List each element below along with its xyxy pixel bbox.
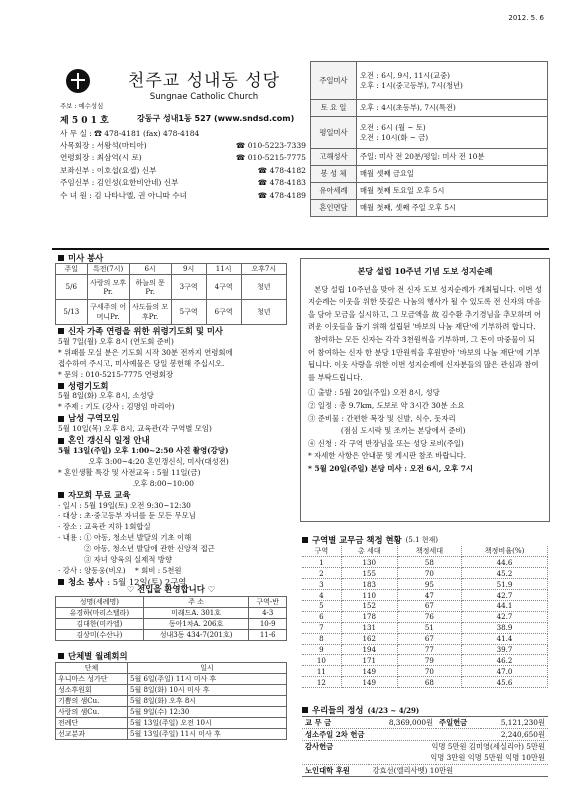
table-row: 성명(세례명) 주 소 구역-반 xyxy=(56,597,287,608)
table-row: 성소후원회 5월 8일(화) 10시 미사 후 xyxy=(56,685,287,696)
table-row: 12 149 68 45.6 xyxy=(302,677,548,688)
tithe-table xyxy=(302,546,548,688)
staff-row: 주임신부 : 김인성(요한비안네) 신부 ☎ 478-4183 xyxy=(60,178,306,188)
table-row: 기쁨의 샘Cu. 5월 8일(화) 오후 8시 xyxy=(56,696,287,707)
pilgrimage-para: 본당 설립 10주년을 맞아 전 신자 도보 성지순례가 개최됩니다. 이번 성지순례는 이웃을 위한 뜻깊은 나눔의 행사가 될 수 있도록 전 신자의 마음을 담아 모금을 실시하고, 그 모금액을 故 김수환 추기경님을 추모하며 어려운 이웃들을 돕기 위해 설립된 '바보의 나눔 재단'에 기부하려 합니다. xyxy=(308,284,543,332)
offering-heading: 우리들의 정성 (4/23 ~ 4/29) xyxy=(302,704,419,716)
bullet-icon xyxy=(302,537,308,543)
groups-heading: 단체별 월례회의 xyxy=(58,650,128,662)
tithe-heading: 구역별 교무금 책정 현황 (5.1 현재) xyxy=(302,534,438,546)
pilgrimage-para: 참여하는 모든 신자는 각각 3천원씩을 기부하며, 그 돈이 마중물이 되어 참여하는 신자 한 분당 1만원씩을 후원받아 '바보의 나눔 재단'에 기부됩니다. 이웃 사랑을 위한 이번 성지순례에 신자분들의 많은 관심과 참여를 부탁드립니다. xyxy=(308,334,541,382)
staff-row: 연령회장 : 최삼억(시 로) ☎ 010-5215-7775 xyxy=(60,153,306,163)
staff-row: 수 녀 원 : 김 나타나엘, 권 아니따 수녀 ☎ 478-4189 xyxy=(60,190,306,200)
bullet-icon xyxy=(58,255,64,261)
info-row: 평일미사 오전 : 6시 (월 ~ 토) 오전 : 10시(화 ~ 금) xyxy=(311,117,548,149)
church-logo xyxy=(66,69,90,93)
table-row: 11 149 70 47.0 xyxy=(302,666,548,677)
notice-title: 자모회 무료 교육 xyxy=(58,490,294,501)
table-row: 7 131 51 38.9 xyxy=(302,622,548,633)
notice-title: 혼인 갱신식 일정 안내 xyxy=(58,435,294,446)
pilgrimage-box: 본당 설립 10주년 기념 도보 성지순례 본당 설립 10주년을 맞아 전 신자 도보 성지순례가 개최됩니다. 이번 성지순례는 이웃을 위한 뜻깊은 나눔의 행사가 될 수 있도록 전 신자의 마음을 담아 모금을 실시하고, 그 모금액을 故 김수환 추기경님을 추모하며 어려운 이웃들을 돕기 위해 설립된 '바보의 나눔 재단'에 기부하려 합니다. 참여하는 모든 신자는 각각 3천원씩을 기부하며, 그 돈이 마중물이 되어 참여하는 신자 한 분당 1만원씩을 후원받아 '바보의 나눔 재단'에 기부됩니다. 이웃 사랑을 위한 이번 성지순례에 신자분들의 많은 관심과 참여를 부탁드립니다. ① 출발 : 5월 20일(주일) 오전 8시, 성당 ② 일정 : 총 9.7km, 도보로 약 3시간 30분 소요 ③ 준비물 : 간편한 복장 및 신발, 식수, 돗자리 (점심 도시락 및 조끼는 본당에서 준비) ④ 신청 : 각 구역 반장님을 또는 성당 로비(주일) * 자세한 사항은 안내문 및 게시판 참조 바랍니다. * 5월 20일(주일) 본당 미사 : 오전 6시, 오후 7시 xyxy=(300,258,550,522)
bullet-icon xyxy=(58,492,64,498)
table-row: 6 178 76 42.7 xyxy=(302,611,548,622)
table-row: 노인대학 후원 강효선(엘리사벳) 10만원 xyxy=(302,765,548,777)
table-row: 5/13 구세주의 어머니Pr. 사도들의 모후Pr. 5구역 6구역 청년 xyxy=(56,300,287,325)
table-row: 단체 일시 xyxy=(56,663,287,674)
welcome-title: ♡ 전입을 환영합니다 ♡ xyxy=(126,584,216,594)
pilgrimage-title: 본당 설립 10주년 기념 도보 성지순례 xyxy=(357,266,493,276)
church-subtitle: Sungnae Catholic Church xyxy=(149,92,259,102)
bullet-icon xyxy=(58,438,64,444)
info-row: 봉 성 체 매월 셋째 금요일 xyxy=(311,166,548,183)
table-row: 우니마스 성가단 5월 6일(주일) 11시 미사 후 xyxy=(56,674,287,685)
issue-number: 제 5 0 1 호 xyxy=(60,116,109,126)
offering-table xyxy=(302,716,548,777)
table-row: 김대한(미카엘) 동아1차A. 206호 10-9 xyxy=(56,619,287,630)
table-row: 3 183 95 51.9 xyxy=(302,579,548,590)
info-row: 고해성사 주일: 미사 전 20분/평일: 미사 전 10분 xyxy=(311,149,548,166)
table-row: 2 155 70 45.2 xyxy=(302,568,548,579)
notices-block: 신자 가족 연령을 위한 위령기도회 및 미사 5월 7일(월) 오후 8시 (연도회 준비) * 위패를 모실 분은 기도회 시작 30분 전까지 연령회에 접수하여 주시고, 미사예물은 당일 봉헌해 주십시오. * 문의 : 010-5215-7775 연령회장 성령기도회 5월 8일(화) 오후 8시, 소성당 * 주제 : 기도 (강사 : 김명임 마리아) 남성 구역모임 5월 10일(목) 오후 8시, 교육관(각 구역별 모임) 혼인 갱신식 일정 안내 5월 13일(주일) 오후 1:00~2:50 사진 촬영(강당) 오후 3:00~4:20 혼인갱신식, 미사(대성전) * 혼인생활 특강 및 사전교육 : 5월 11일(금) 오후 8:00~10:00 자모회 무료 교육 · 일시 : 5월 19일(토) 오전 9:30~12:30 · 대상 : 초·중고등부 자녀를 둔 모든 무모님 · 장소 : 교육관 지하 1회합실 · 내용 : ① 아동, 청소년 발달의 기초 이해 ② 아동, 청소년 발달에 관한 신앙적 접근 ③ 자녀 양육의 실제적 방향 · 강사 : 양동웅(비오) * 회비 : 5천원 청소 봉사 : 5월 12일(토) 2구역 xyxy=(58,326,294,588)
mass-service-table xyxy=(55,263,287,325)
bullet-icon xyxy=(58,383,64,389)
table-row: 익명 3만원 익명 5만원 익명 10만원 xyxy=(302,753,548,765)
table-row: 성소주일 2차 헌금 2,240,650원 xyxy=(302,729,548,741)
bulletin-theme: 주보 : 예수성심 xyxy=(60,102,104,110)
table-row: 감사헌금 익명 5만원 김미영(세실리아) 5만원 xyxy=(305,741,545,751)
bullet-icon xyxy=(58,653,64,659)
staff-list xyxy=(60,127,306,201)
church-address: 강동구 성내1동 527 (www.sndsd.com) xyxy=(137,114,295,123)
staff-row: 사목회장 : 서왕석(마티아) ☎ 010-5223-7339 xyxy=(60,141,306,151)
notice-title: 성령기도회 xyxy=(58,381,294,392)
table-row: 유경하(마리스텔라) 미래드A. 301호 4-3 xyxy=(56,608,287,619)
bullet-icon xyxy=(302,707,308,713)
header-divider xyxy=(52,248,549,250)
notice-title: 남성 구역모임 xyxy=(58,413,294,424)
church-title: 천주교 성내동 성당 xyxy=(127,71,281,91)
info-row: 유아세례 매월 첫째 토요일 오후 5시 xyxy=(311,183,548,200)
bullet-icon xyxy=(58,328,64,334)
table-row: 선교분과 5월 13일(주일) 11시 미사 후 xyxy=(56,729,287,740)
mass-service-heading: 미사 봉사 xyxy=(58,252,103,264)
table-row: 사랑의 샘Cu. 5월 9일(수) 12:30 xyxy=(56,707,287,718)
notice-title: 신자 가족 연령을 위한 위령기도회 및 미사 xyxy=(58,326,294,337)
issue-date: 2012. 5. 6 xyxy=(508,14,544,22)
table-row: 전례단 5월 13일(주일) 오전 10시 xyxy=(56,718,287,729)
table-row: 4 110 47 42.7 xyxy=(302,590,548,601)
table-row: 9 194 77 39.7 xyxy=(302,644,548,655)
groups-table xyxy=(55,662,287,740)
table-row: 교 무 금 8,369,000원 주일헌금 5,121,230원 xyxy=(302,717,548,729)
table-row: 1 130 58 44.6 xyxy=(302,557,548,568)
table-row: 구역 총 세대 책정세대 책정비율(%) xyxy=(302,546,548,557)
info-row: 혼인면담 매월 첫째, 셋째 주일 오후 5시 xyxy=(311,200,548,217)
mass-schedule-table xyxy=(310,61,548,217)
table-row: 김상미(수산나) 성내3동 434-7(201호) 11-6 xyxy=(56,630,287,641)
info-row: 주일미사 오전 : 6시, 9시, 11시(교중) 오후 : 1시(중고등부), 7시(청년) xyxy=(311,62,548,100)
table-row: 5/6 사랑의 모후Pr. 하늘의 문Pr. 3구역 4구역 청년 xyxy=(56,275,287,300)
info-row: 토 요 일 오후 : 4시(초등부), 7시(특전) xyxy=(311,100,548,117)
table-row: 10 171 79 46.2 xyxy=(302,655,548,666)
table-row: 5 152 67 44.1 xyxy=(302,600,548,611)
bullet-icon xyxy=(58,416,64,422)
table-row: 주일 특전(7시) 6시 9시 11시 오후7시 xyxy=(56,264,287,275)
staff-row: 보좌신부 : 이호섭(요셉) 신부 ☎ 478-4182 xyxy=(60,165,306,175)
staff-row: 사 무 실 : ☎ 478-4181 (fax) 478-4184 xyxy=(60,128,200,138)
notice-title: 청소 봉사 : 5월 12일(토) 2구역 xyxy=(58,577,294,588)
table-row: 8 162 67 41.4 xyxy=(302,633,548,644)
welcome-table xyxy=(55,596,287,641)
